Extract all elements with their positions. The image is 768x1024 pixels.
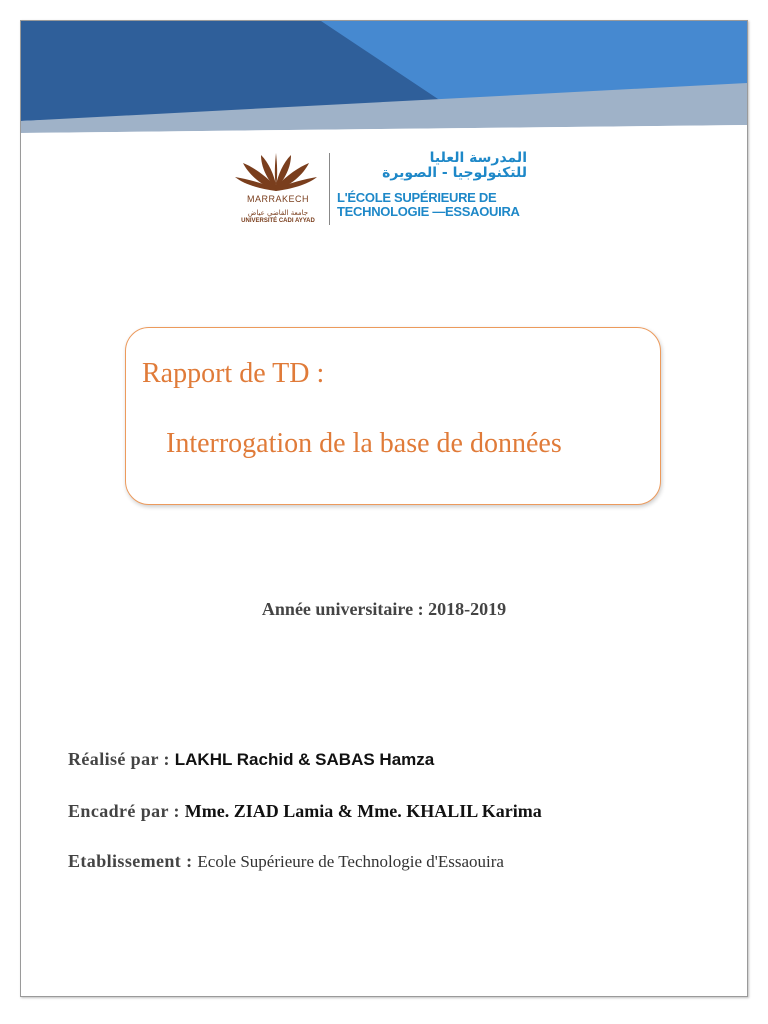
school-name-fr-line2: TECHNOLOGIE —ESSAOUIRA <box>337 204 520 219</box>
etablissement-line <box>68 851 504 872</box>
logo-divider <box>329 153 330 225</box>
document-page <box>20 20 748 997</box>
header-banner <box>21 21 747 151</box>
etablissement-label: Etablissement : <box>68 851 198 871</box>
school-logo <box>231 151 531 231</box>
school-name-ar-line1: المدرسة العليا <box>429 150 527 166</box>
logo-university-fr: UNIVERSITÉ CADI AYYAD <box>241 218 315 224</box>
school-name-fr-line1: L'ÉCOLE SUPÉRIEURE DE <box>337 190 497 205</box>
realise-par-label: Réalisé par : <box>68 749 175 769</box>
logo-city: MARRAKECH <box>246 194 309 204</box>
report-type-title: Rapport de TD : <box>142 358 325 389</box>
school-name-ar-line2: للتكنولوجيا - الصويرة <box>382 165 527 181</box>
realise-par-line <box>68 749 434 770</box>
report-subject-title: Interrogation de la base de données <box>166 428 562 459</box>
academic-year: Année universitaire : 2018-2019 <box>261 599 507 619</box>
school-name-fr <box>337 191 537 219</box>
realise-par-value: LAKHL Rachid & SABAS Hamza <box>174 750 435 769</box>
school-name-ar <box>337 151 527 181</box>
etablissement-value: Ecole Supérieure de Technologie d'Essaouira <box>197 852 504 871</box>
encadre-par-line <box>68 801 542 822</box>
encadre-par-value: Mme. ZIAD Lamia & Mme. KHALIL Karima <box>184 801 542 821</box>
logo-university-ar: جامعة القاضي عياض <box>247 209 309 217</box>
title-box <box>125 327 661 505</box>
encadre-par-label: Encadré par : <box>68 801 185 821</box>
